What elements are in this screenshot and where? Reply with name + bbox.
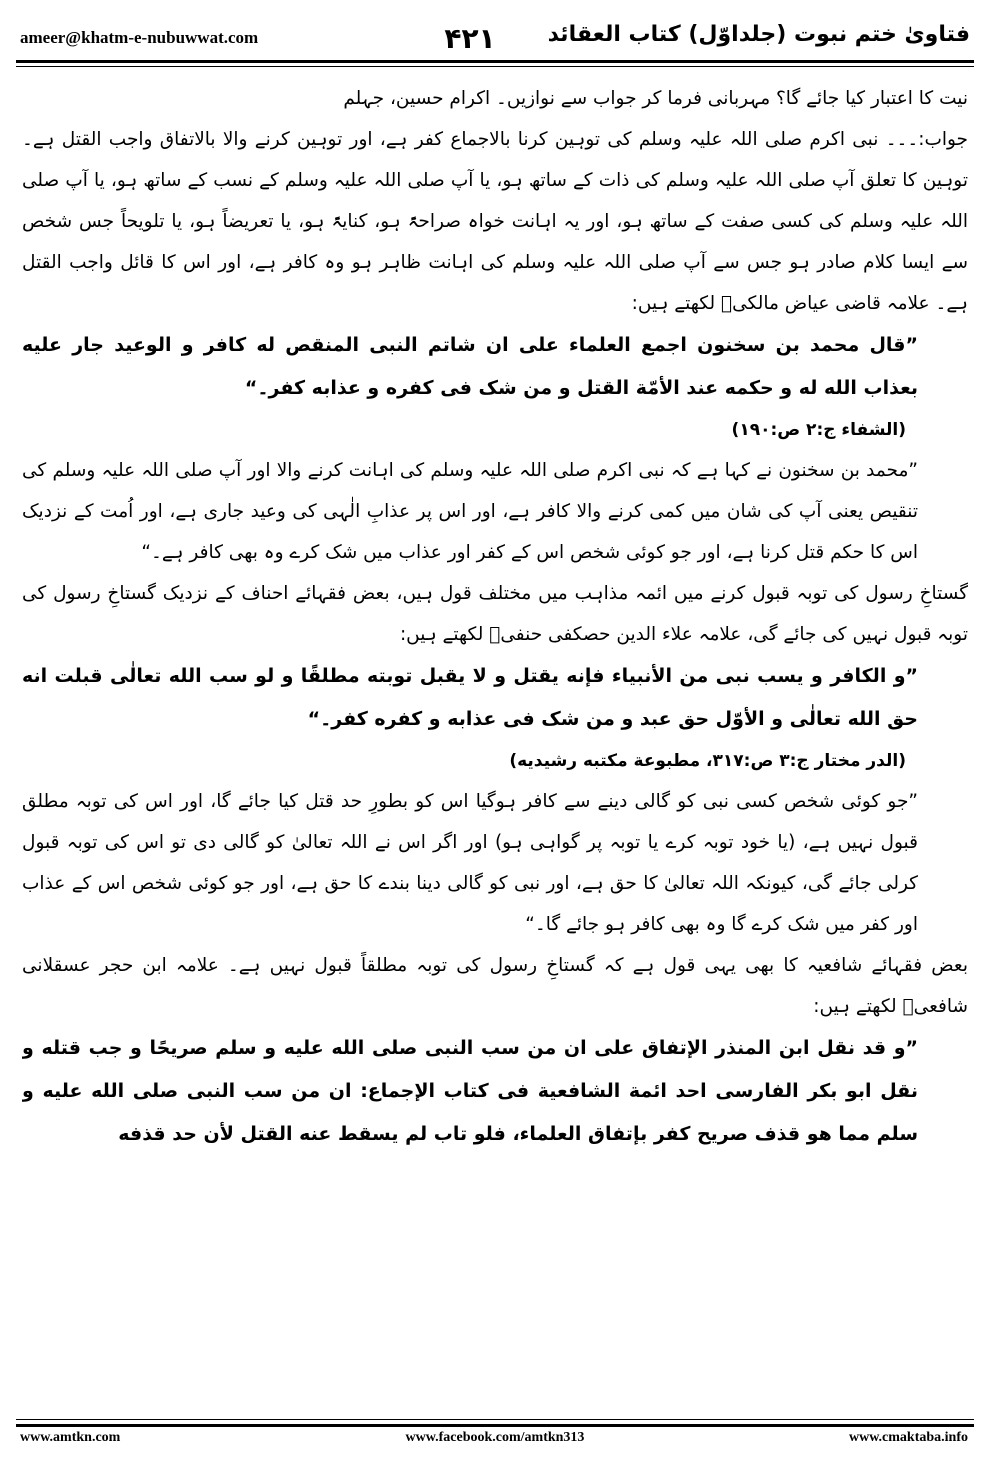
answer-paragraph: جواب:۔۔۔ نبی اکرم صلی اللہ علیہ وسلم کی توہین کرنا بالاجماع کفر ہے، اور توہین کرنے والا بالاتفاق واجب القتل ہے۔ توہین کا تعلق آپ صلی اللہ علیہ وسلم کی ذات کے ساتھ ہو، یا آپ صلی اللہ علیہ وسلم کے نسب کے ساتھ ہو، یا آپ صلی اللہ علیہ وسلم کی کسی صفت کے ساتھ ہو، اور یہ اہانت خواہ صراحۃً ہو، کنایۃً ہو، یا تعریضاً ہو، یا تلویحاً جس شخص سے ایسا کلام صادر ہو جس سے آپ صلی اللہ علیہ وسلم کی اہانت ظاہر ہو وہ کافر ہے، اور اس کا قائل واجب القتل ہے۔ علامہ قاضی عیاض مالکیؒ لکھتے ہیں: — [22, 129, 968, 314]
book-title: فتاویٰ ختم نبوت (جلداوّل) کتاب العقائد — [547, 22, 970, 47]
footer-rule-thin — [16, 1419, 974, 1420]
footer-link-amtkn[interactable]: www.amtkn.com — [20, 1430, 121, 1445]
page-content — [22, 78, 968, 1408]
page-number: ۴۲۱ — [444, 22, 496, 55]
page-footer — [0, 1430, 990, 1456]
footer-rule-thick — [16, 1424, 974, 1427]
translation-2: ”جو کوئی شخص کسی نبی کو گالی دینے سے کافر ہوگیا اس کو بطورِ حد قتل کیا جائے گا، اور اس کی توبہ مطلق قبول نہیں ہے، (یا خود توبہ کرے یا توبہ پر گواہی ہو) اور اگر اس نے اللہ تعالیٰ کو گالی دی تو اس کی توبہ قبول کرلی جائے گی، کیونکہ اللہ تعالیٰ کا حق ہے، اور نبی کو گالی دینا بندے کا حق ہے، اور جو کوئی شخص اس کے عذاب اور کفر میں شک کرے گا وہ بھی کافر ہو جائے گا۔“ — [22, 791, 918, 935]
arabic-quote-3: ”و قد نقل ابن المنذر الإتفاق علی ان من سب النبی صلی الله علیه و سلم صریحًا و جب قتله و نقل ابو بکر الفارسی احد ائمة الشافعیة فی کتاب الإجماع: ان من سب النبی صلی الله علیه و سلم مما هو قذف صریح کفر بإتفاق العلماء، فلو تاب لم یسقط عنه القتل لأن حد قذفه — [22, 1037, 918, 1145]
shafii-paragraph: بعض فقہائے شافعیہ کا بھی یہی قول ہے کہ گستاخِ رسول کی توبہ مطلقاً قبول نہیں ہے۔ علامہ ابن حجر عسقلانی شافعیؒ لکھتے ہیں: — [22, 955, 968, 1017]
reference-2: (الدر مختار ج:۳ ص:۳۱۷، مطبوعة مکتبه رشیدیه) — [509, 751, 906, 771]
translation-1: ”محمد بن سخنون نے کہا ہے کہ نبی اکرم صلی اللہ علیہ وسلم کی اہانت کرنے والا اور آپ صلی اللہ علیہ وسلم کی تنقیص یعنی آپ کی شان میں کمی کرنے والا کافر ہے، اور اس پر عذابِ الٰہی کی وعید جاری ہے، اور اُمت کے نزدیک اس کا حکم قتل کرنا ہے، اور جو کوئی شخص اس کے کفر اور عذاب میں شک کرے وہ بھی کافر ہے۔“ — [22, 460, 918, 563]
reference-1: (الشفاء ج:۲ ص:۱۹۰) — [731, 420, 906, 440]
arabic-quote-1: ”قال محمد بن سخنون اجمع العلماء علی ان شاتم النبی المنقص له کافر و الوعید جار علیه بعذاب الله له و حکمه عند الأمّة القتل و من شک فی کفره و عذابه کفر۔“ — [22, 334, 918, 399]
header-rule-thin — [16, 66, 974, 67]
question-end-paragraph: نیت کا اعتبار کیا جائے گا؟ مہربانی فرما کر جواب سے نوازیں۔ اکرام حسین، جہلم — [343, 88, 968, 109]
arabic-quote-2: ”و الکافر و یسب نبی من الأنبیاء فإنه یقتل و لا یقبل توبته مطلقًا و لو سب الله تعالٰی قبلت انه حق الله تعالٰی و الأوّل حق عبد و من شک فی عذابه و کفره کفر۔“ — [22, 665, 918, 730]
hanafi-paragraph: گستاخِ رسول کی توبہ قبول کرنے میں ائمہ مذاہب میں مختلف قول ہیں، بعض فقہائے احناف کے نزدیک گستاخِ رسول کی توبہ قبول نہیں کی جائے گی، علامہ علاء الدین حصکفی حنفیؒ لکھتے ہیں: — [22, 583, 968, 645]
header-rule-thick — [16, 60, 974, 63]
header-email: ameer@khatm-e-nubuwwat.com — [20, 28, 259, 47]
footer-link-facebook[interactable]: www.facebook.com/amtkn313 — [405, 1430, 585, 1445]
page-header — [0, 0, 990, 66]
footer-link-cmaktaba[interactable]: www.cmaktaba.info — [848, 1430, 968, 1445]
